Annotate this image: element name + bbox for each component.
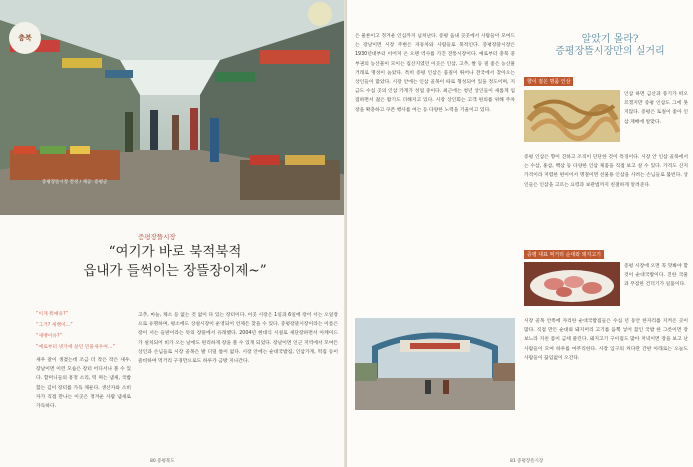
quote-line: “이게 뭐예유?”: [36, 312, 69, 317]
food-text-1: 증평 시장에 오면 꼭 맛봐야 할 것이 순대국밥이다. 진한 국물과 푸짐한 건더기가 일품이다.: [624, 264, 688, 288]
quote-line: “새뱅이유?”: [36, 334, 63, 339]
meat-photo: [524, 262, 620, 306]
page-number-right: 81 증평장뜰시장: [510, 459, 544, 464]
subsection-tag-food: 증평 대표 먹거리 순대와 돼지고기: [524, 250, 604, 259]
right-body-column-1: 은 물론이고 정겨운 인심까지 넘쳐난다. 증평 읍내 곳곳에서 사람들이 모여드는 장날이면 시장 주변은 자동차와 사람들로 북적인다. 증평장뜰시장은 1930년대부터 이어져 온 오랜 역사를 가진 전통시장이다. 예로부터 충북 중부권의 농산물이 모이는 집산지였던 이곳은 인삼, 고추, 쌀 등 질 좋은 농산물 거래로 명성이 높았다. 특히 증평 인삼은 품질이 뛰어나 전국에서 찾아오는 상인들이 많았다. 시장 안에는 인삼 골목이 따로 형성되어 있을 정도이며, 지금도 수십 곳의 인삼 가게가 성업 중이다. 최근에는 청년 상인들이 새롭게 입점하면서 젊은 활기도 더해지고 있다. 시장 상인회는 고객 편의를 위해 주차장을 확충하고 쿠폰 행사를 여는 등 다양한 노력을 기울이고 있다.: [355, 34, 515, 113]
dialogue-quotes: [36, 309, 132, 353]
market-gate-photo: [355, 318, 515, 410]
left-body-column-2: 고추, 마늘, 채소 등 없는 것 없이 다 있는 장터이다. 이곳 시장은 1일과 6일에 장이 서는 오일장으로 유명하며, 평소에도 상설시장이 운영되어 언제든 찾을 수 있다. 증평장뜰시장이라는 이름은 장이 서는 들판이라는 뜻의 장뜰에서 유래했다. 2004년 현대식 시설로 새단장하면서 아케이드가 설치되어 비가 오는 날에도 편리하게 장을 볼 수 있게 되었다. 장날이면 인근 지역에서 모여든 상인과 손님들로 시장 골목은 발 디딜 틈이 없다. 시장 안에는 순대국밥집, 인삼가게, 떡집 등이 즐비하여 먹거리 구경만으로도 하루가 금방 지나간다.: [138, 313, 338, 365]
food-text-2: 시장 골목 안쪽에 자리한 순대국밥집들은 수십 년 동안 한자리를 지켜온 곳이 많다. 직접 만든 순대와 돼지머리 고기를 듬뿍 넣어 끓인 국밥 한 그릇이면 장 보느라 지친 몸이 금세 풀린다. 돼지고기 구이집도 많아 저녁이면 장을 보고 난 사람들이 모여 하루를 마무리한다. 시장 입구의 커다란 간판 아래로는 오늘도 사람들이 끊임없이 오간다.: [524, 319, 688, 361]
region-badge: 충북: [9, 22, 41, 54]
ginseng-text-1: 인삼 하면 금산과 풍기가 떠오르겠지만 증평 인삼도 그에 못지않다. 증평은 토질이 좋아 인삼 재배에 알맞다.: [624, 92, 688, 125]
subsection-tag-ginseng: 향이 짙은 명품 인삼: [524, 77, 573, 86]
section-tag: 증평장뜰시장: [138, 233, 176, 241]
page-number-left: 80 증평북도: [150, 459, 175, 464]
left-body-column-1: 새우 같이 생겼는데 조금 더 작은 작은 새우. 장날이면 이런 모습은 장터 어디서나 볼 수 있다. 할머니들의 흥정 소리, 떡 찌는 냄새, 국밥 끓는 김이 장터를 가득 채운다. 생산자와 소비자가 직접 만나는 이곳은 정겨운 사람 냄새로 가득하다.: [36, 358, 131, 410]
quote-line: “그거? 새뱅이...”: [36, 323, 73, 328]
ginseng-photo: [524, 90, 620, 142]
headline-line-2: 읍내가 들썩이는 장뜰장이제~”: [83, 263, 267, 279]
sidebar-title: 증평장뜰시장만의 실거리: [555, 46, 665, 57]
photo-caption: 증평장뜰시장 전경 / 제공: 증평군: [42, 180, 108, 185]
article-headline: [40, 243, 310, 281]
right-page: [347, 0, 693, 467]
headline-line-1: “여기가 바로 북적북적: [108, 244, 242, 260]
left-page: [0, 0, 346, 467]
quote-line: “예로부터 냇가에 살던 민물새우여...”: [36, 345, 115, 350]
sidebar-title-question: 알았기 몰라?: [581, 34, 639, 45]
ginseng-text-2: 증평 인삼은 향이 진하고 조직이 단단한 것이 특징이다. 시장 안 인삼 골목에서는 수삼, 홍삼, 백삼 등 다양한 인삼 제품을 직접 보고 살 수 있다. 가격도 산지 가격이라 저렴한 편이어서 명절이면 선물용 인삼을 사려는 손님들로 붐빈다. 상인들은 인삼을 고르는 요령과 보관법까지 친절하게 알려준다.: [524, 155, 688, 188]
